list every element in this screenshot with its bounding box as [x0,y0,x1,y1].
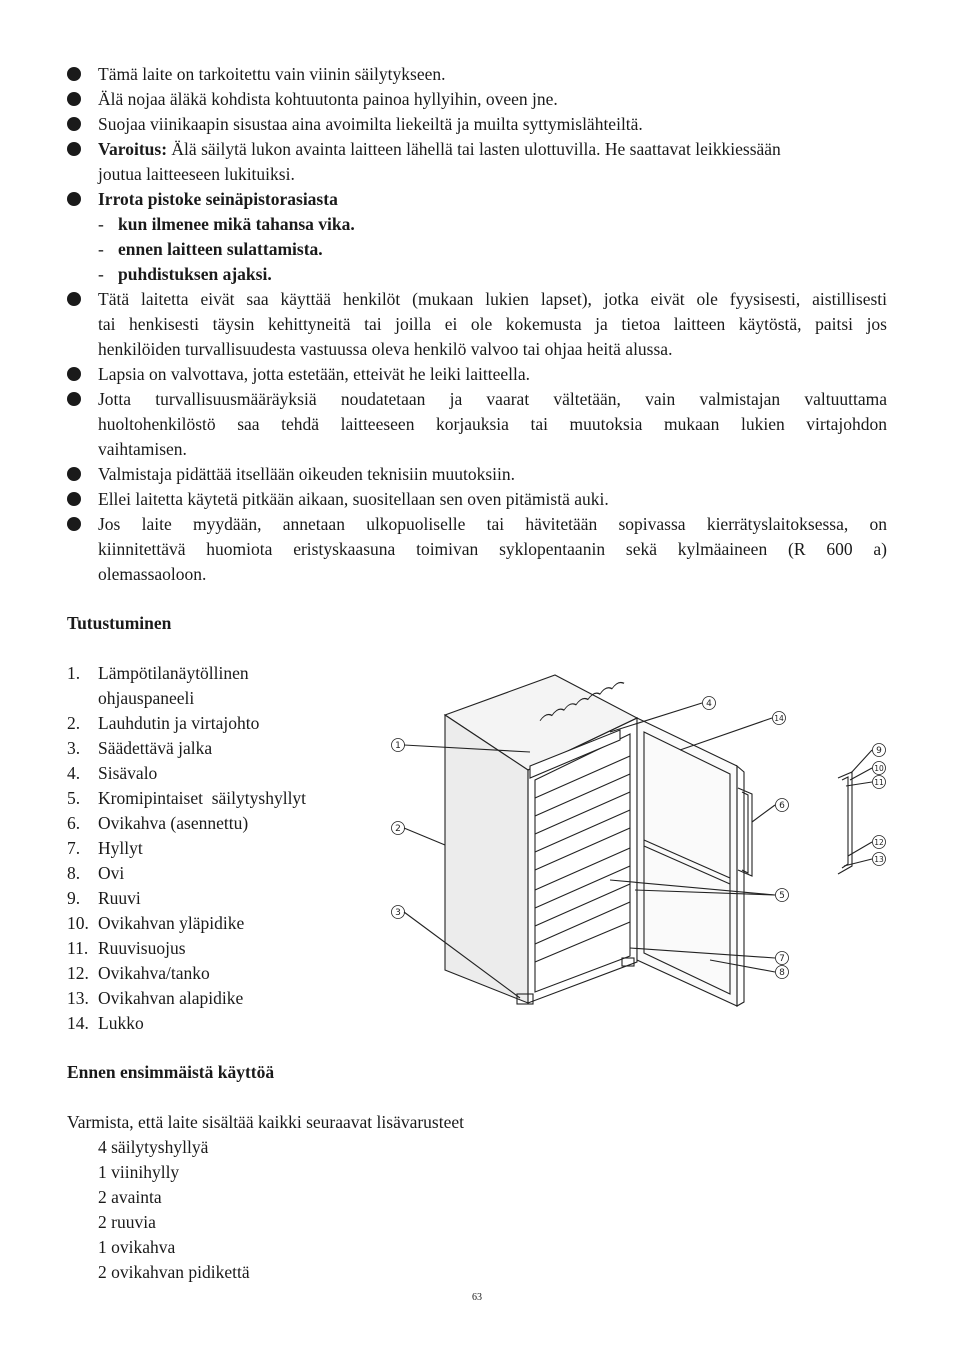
unplug-item: ennen laitteen sulattamista. [118,239,323,259]
callout-13: 13 [874,855,884,864]
part-label: Hyllyt [98,838,143,858]
callout-12: 12 [874,838,884,847]
service-line: vaihtamisen. [98,439,187,459]
part-label: Lauhdutin ja virtajohto [98,713,260,733]
part-number: 11. [67,938,89,958]
part-number: 3. [67,738,81,758]
wine-cabinet-diagram [380,670,900,1020]
callout-3: 3 [395,908,401,918]
part-label: Ovikahvan alapidike [98,988,244,1008]
bullet-icon [67,292,81,306]
bullet-icon [67,492,81,506]
service-line: Jotta turvallisuusmääräyksiä noudatetaan ja vaarat vältetään, vain valmistajan valtuuttama [98,389,887,409]
bullet-icon [67,192,81,206]
part-label: Säädettävä jalka [98,738,213,758]
accessory-item: 1 viinihylly [98,1162,180,1182]
part-number: 7. [67,838,81,858]
caution-line [98,137,781,162]
unplug-heading: Irrota pistoke seinäpistorasiasta [98,189,338,209]
part-label: Lukko [98,1013,144,1033]
unplug-dash: - [98,214,104,234]
manufacturer-text: Valmistaja pidättää itsellään oikeuden teknisiin muutoksiin. [98,464,516,484]
bullet-icon [67,92,81,106]
part-label: Ovikahva/tanko [98,963,210,983]
unused-text: Ellei laitetta käytetä pitkään aikaan, suositellaan sen oven pitämistä auki. [98,489,609,509]
accessory-item: 2 ovikahvan pidikettä [98,1262,250,1282]
bullet-icon [67,517,81,531]
callout-6: 6 [779,801,785,811]
callout-1: 1 [395,741,401,751]
accessory-item: 2 ruuvia [98,1212,156,1232]
part-number: 5. [67,788,81,808]
callout-8: 8 [779,968,785,978]
part-number: 9. [67,888,81,908]
bullet-icon [67,142,81,156]
bullet-icon [67,467,81,481]
bullet-icon [67,67,81,81]
callout-10: 10 [874,764,884,773]
bullet-icon [67,117,81,131]
unplug-dash: - [98,239,104,259]
accessory-item: 4 säilytyshyllyä [98,1137,209,1157]
persons-line: Tätä laitetta eivät saa käyttää henkilöt (mukaan lukien lapset), jotka eivät ole fyysisesti, aistillisesti [98,289,887,309]
disposal-line: olemassaoloon. [98,564,207,584]
unplug-item: puhdistuksen ajaksi. [118,264,272,284]
part-number: 6. [67,813,81,833]
part-label: Lämpötilanäytöllinen [98,663,249,683]
callout-4: 4 [706,699,712,709]
first-use-heading: Ennen ensimmäistä käyttöä [67,1062,275,1082]
part-label: Ruuvisuojus [98,938,186,958]
disposal-line: Jos laite myydään, annetaan ulkopuoliselle tai hävitetään sopivassa kierrätyslaitoksessa, on [98,514,887,534]
part-number: 14. [67,1013,89,1033]
callout-14: 14 [774,714,784,723]
part-number: 1. [67,663,81,683]
part-label: ohjauspaneeli [98,688,195,708]
persons-line: henkilöiden turvallisuudesta vastuussa oleva henkilö valvoo tai ohjaa heitä alussa. [98,339,673,359]
page-number: 63 [472,1292,482,1303]
warning-text: Suojaa viinikaapin sisustaa aina avoimilta liekeiltä ja muilta syttymislähteiltä. [98,114,643,134]
callout-5: 5 [779,891,785,901]
children-text: Lapsia on valvottava, jotta estetään, etteivät he leiki laitteella. [98,364,530,384]
parts-heading: Tutustuminen [67,613,172,633]
part-number: 13. [67,988,89,1008]
accessory-item: 1 ovikahva [98,1237,176,1257]
accessories-intro: Varmista, että laite sisältää kaikki seuraavat lisävarusteet [67,1112,464,1132]
unplug-item: kun ilmenee mikä tahansa vika. [118,214,355,234]
warning-text: Tämä laite on tarkoitettu vain viinin säilytykseen. [98,64,446,84]
callout-7: 7 [779,954,785,964]
part-label: Sisävalo [98,763,158,783]
caution-text: Älä säilytä lukon avainta laitteen lähellä tai lasten ulottuvilla. He saattavat leikkiessään [167,139,781,159]
callout-9: 9 [876,746,882,756]
part-label: Kromipintaiset säilytyshyllyt [98,788,307,808]
part-label: Ruuvi [98,888,141,908]
callout-2: 2 [395,824,401,834]
bullet-icon [67,392,81,406]
part-number: 4. [67,763,81,783]
part-number: 8. [67,863,81,883]
callout-11: 11 [874,778,884,787]
bullet-icon [67,367,81,381]
part-number: 10. [67,913,89,933]
part-label: Ovikahva (asennettu) [98,813,249,833]
unplug-dash: - [98,264,104,284]
accessory-item: 2 avainta [98,1187,162,1207]
caution-label: Varoitus: [98,139,168,159]
caution-text-cont: joutua laitteeseen lukituiksi. [98,164,295,184]
service-line: huoltohenkilöstö saa tehdä laitteeseen korjauksia tai muutoksia mukaan lukien virtajohdon [98,414,887,434]
warning-text: Älä nojaa äläkä kohdista kohtuutonta painoa hyllyihin, oveen jne. [98,89,558,109]
part-number: 12. [67,963,89,983]
disposal-line: kiinnitettävä huomiota eristyskaasuna toimivan syklopentaanin sekä kylmäaineen (R 600 a) [98,539,887,559]
part-label: Ovikahvan yläpidike [98,913,245,933]
part-number: 2. [67,713,81,733]
persons-line: tai henkisesti täysin kehittyneitä tai joilla ei ole kokemusta ja tietoa laitteen käytöstä, paitsi jos [98,314,887,334]
part-label: Ovi [98,863,125,883]
